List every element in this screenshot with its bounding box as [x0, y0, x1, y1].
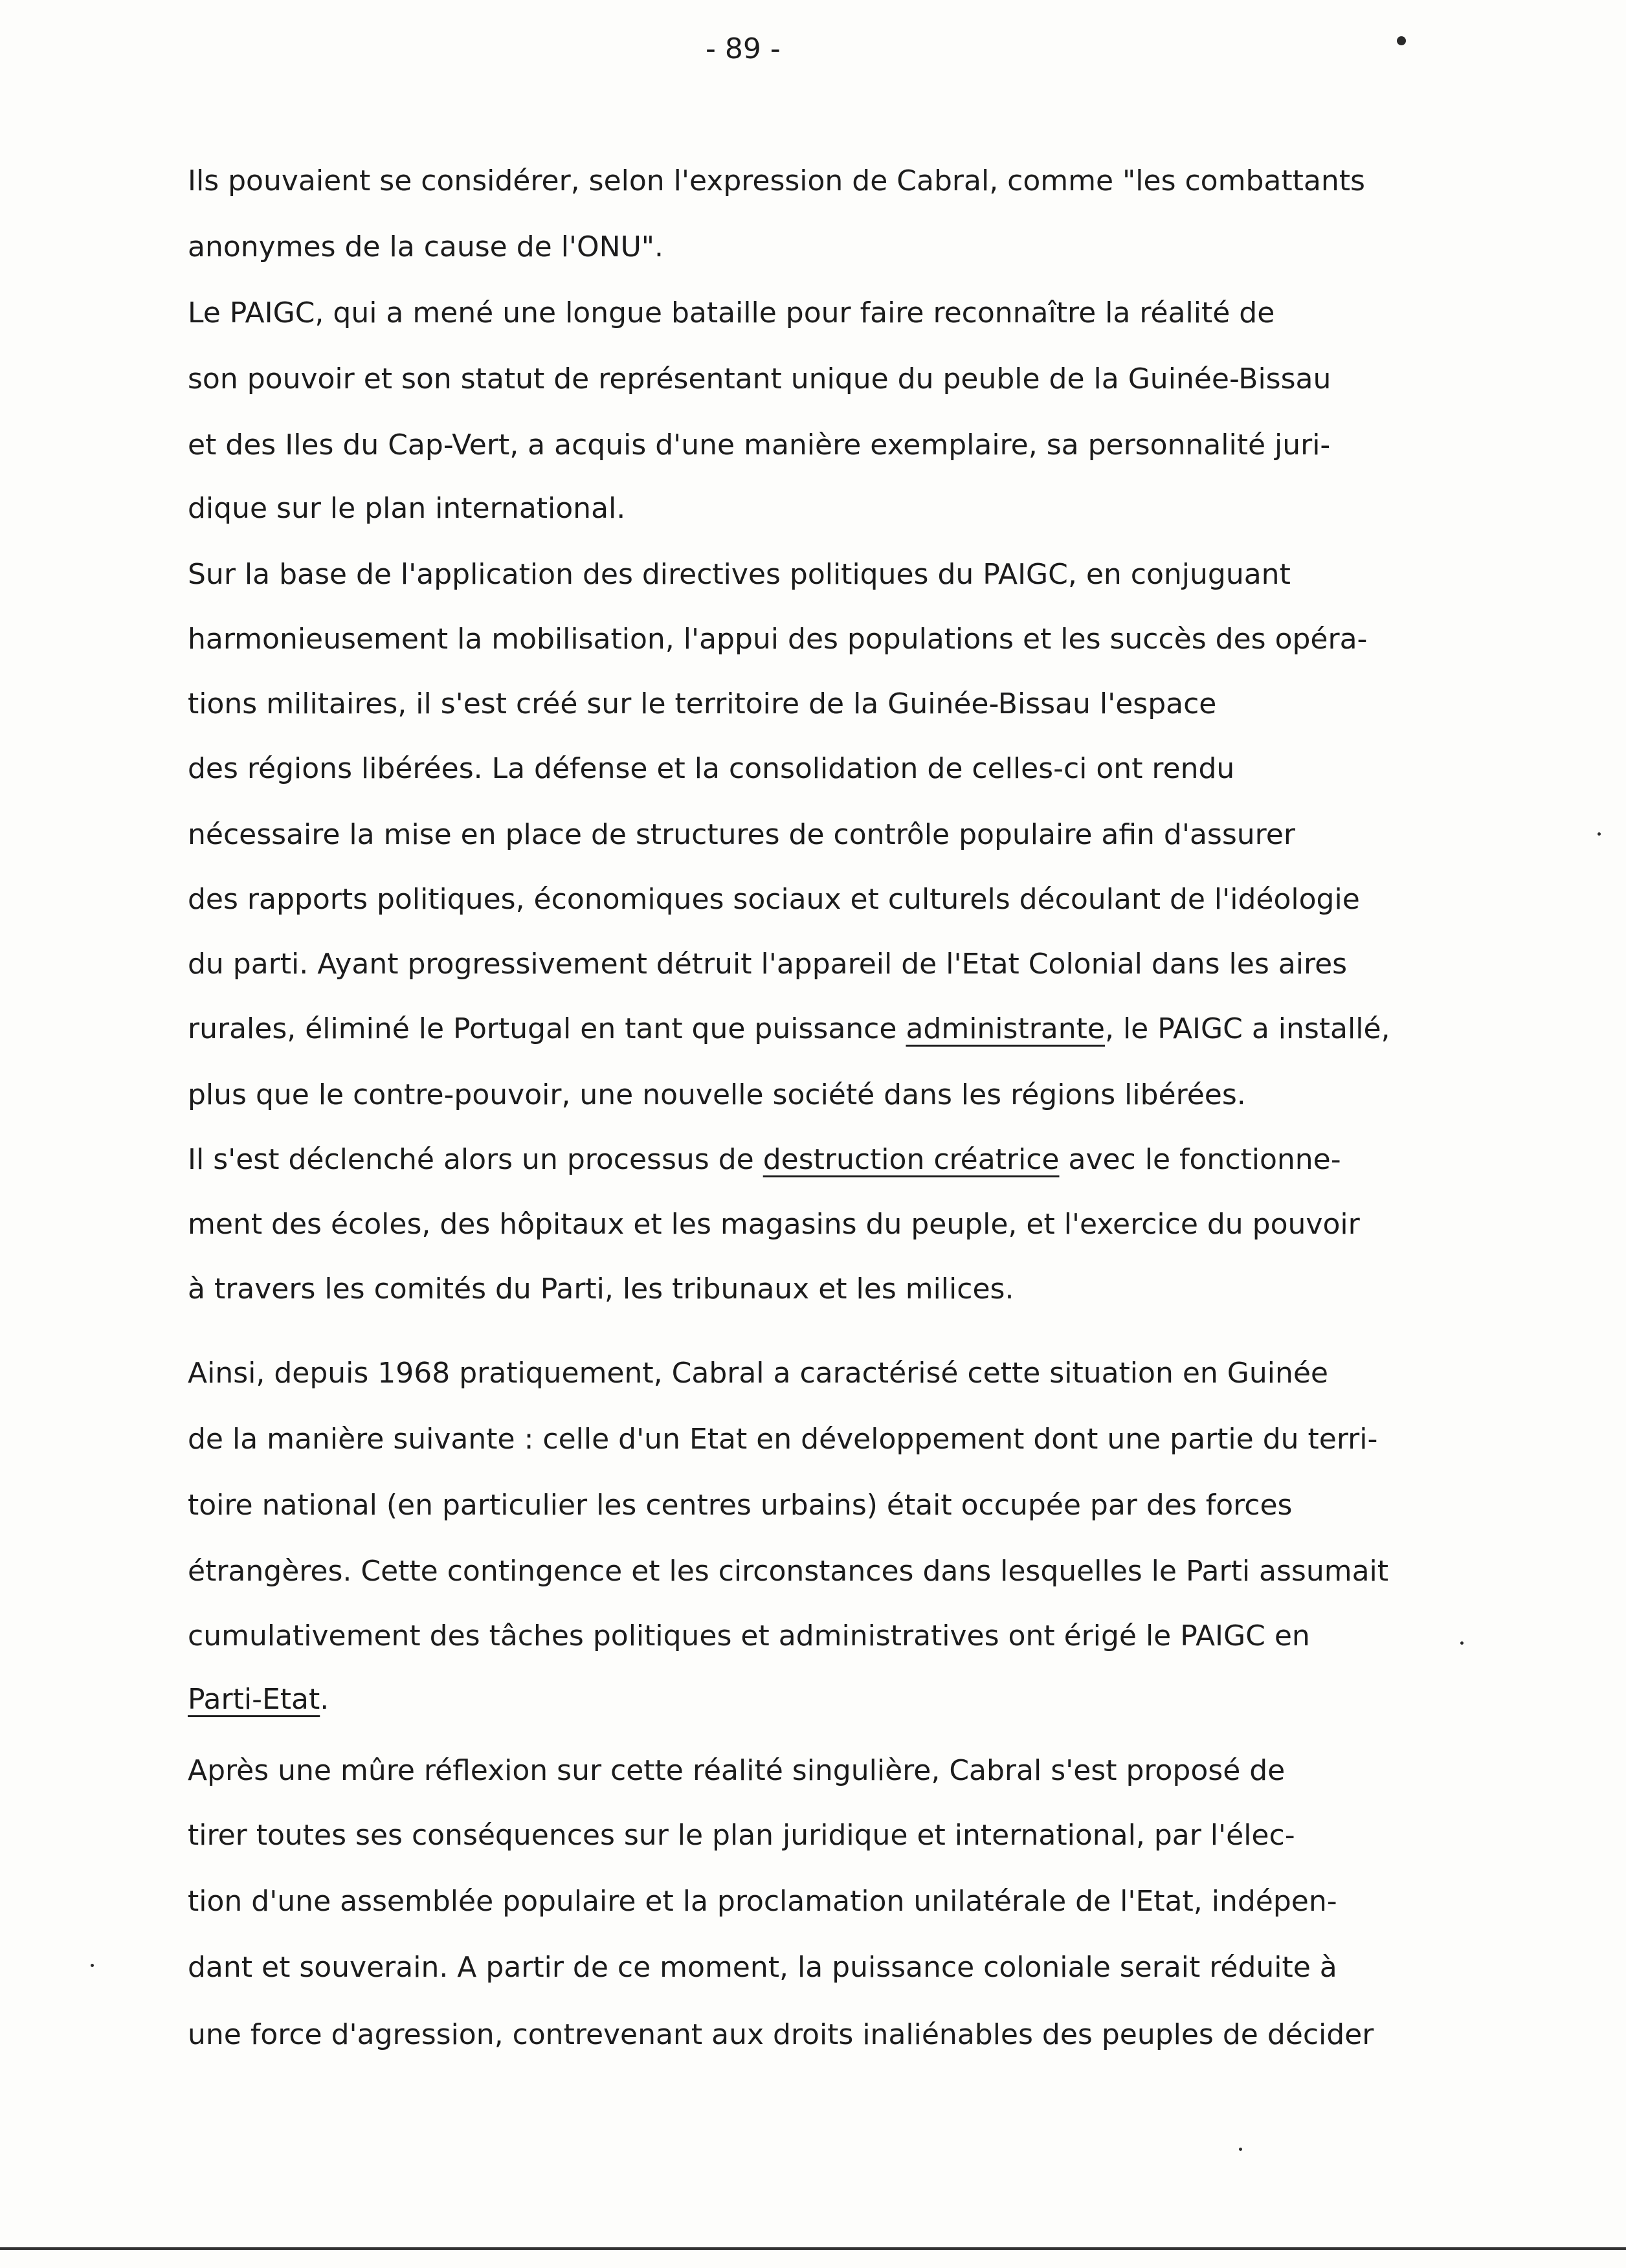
text-line: dant et souverain. A partir de ce moment, la puissance coloniale serait réduite à	[188, 1951, 1337, 1984]
text-line	[188, 1010, 1390, 1049]
text-line: à travers les comités du Parti, les tribunaux et les milices.	[188, 1273, 1014, 1306]
text-line: cumulativement des tâches politiques et administratives ont érigé le PAIGC en	[188, 1619, 1310, 1652]
text-segment: Il s'est déclenché alors un processus de	[188, 1143, 754, 1176]
text-line: Sur la base de l'application des directives politiques du PAIGC, en conjuguant	[188, 558, 1291, 591]
text-line: anonymes de la cause de l'ONU".	[188, 230, 664, 263]
text-segment: avec le fonctionne-	[1059, 1143, 1341, 1176]
text-line: des rapports politiques, économiques sociaux et culturels découlant de l'idéologie	[188, 883, 1360, 916]
text-line: une force d'agression, contrevenant aux droits inaliénables des peuples de décider	[188, 2018, 1374, 2051]
text-line: tion d'une assemblée populaire et la proclamation unilatérale de l'Etat, indépen-	[188, 1885, 1337, 1918]
text-line: étrangères. Cette contingence et les circonstances dans lesquelles le Parti assumait	[188, 1555, 1389, 1588]
page-number: - 89 -	[706, 32, 781, 65]
text-segment: , le PAIGC a installé,	[1104, 1012, 1390, 1045]
underlined-term-parti-etat: Parti-Etat	[188, 1683, 320, 1716]
text-line: tirer toutes ses conséquences sur le plan juridique et international, par l'élec-	[188, 1819, 1295, 1852]
scan-speck	[91, 1964, 94, 1967]
text-segment: .	[320, 1683, 329, 1716]
text-line: Ils pouvaient se considérer, selon l'expression de Cabral, comme "les combattants	[188, 164, 1365, 197]
bottom-scan-edge	[0, 2247, 1626, 2250]
text-line: harmonieusement la mobilisation, l'appui des populations et les succès des opéra-	[188, 623, 1368, 656]
text-line: tions militaires, il s'est créé sur le territoire de la Guinée-Bissau l'espace	[188, 687, 1217, 720]
text-line: et des Iles du Cap-Vert, a acquis d'une manière exemplaire, sa personnalité juri-	[188, 428, 1331, 461]
text-line: des régions libérées. La défense et la consolidation de celles-ci ont rendu	[188, 752, 1235, 785]
text-line	[188, 1680, 329, 1719]
underlined-term-administrante: administrante	[906, 1012, 1105, 1045]
scan-speck	[1397, 36, 1406, 45]
text-line: dique sur le plan international.	[188, 492, 626, 525]
text-segment: rurales, éliminé le Portugal en tant que puissance	[188, 1012, 897, 1045]
scan-speck	[1239, 2148, 1242, 2151]
scan-speck	[1460, 1641, 1464, 1645]
text-line: plus que le contre-pouvoir, une nouvelle société dans les régions libérées.	[188, 1078, 1246, 1111]
text-line: Ainsi, depuis 1968 pratiquement, Cabral a caractérisé cette situation en Guinée	[188, 1357, 1328, 1390]
text-line: son pouvoir et son statut de représentant unique du peuble de la Guinée-Bissau	[188, 362, 1331, 395]
text-line	[188, 1140, 1341, 1179]
text-line: de la manière suivante : celle d'un Etat en développement dont une partie du terri-	[188, 1423, 1378, 1456]
text-line: toire national (en particulier les centres urbains) était occupée par des forces	[188, 1489, 1293, 1522]
scan-speck	[1598, 832, 1601, 836]
text-line: ment des écoles, des hôpitaux et les magasins du peuple, et l'exercice du pouvoir	[188, 1208, 1360, 1241]
text-line: du parti. Ayant progressivement détruit l'appareil de l'Etat Colonial dans les aires	[188, 948, 1348, 981]
text-line: Le PAIGC, qui a mené une longue bataille pour faire reconnaître la réalité de	[188, 296, 1275, 329]
text-line: Après une mûre réflexion sur cette réalité singulière, Cabral s'est proposé de	[188, 1754, 1286, 1787]
text-line: nécessaire la mise en place de structures de contrôle populaire afin d'assurer	[188, 818, 1295, 851]
underlined-term-destruction-creatrice: destruction créatrice	[763, 1143, 1060, 1176]
